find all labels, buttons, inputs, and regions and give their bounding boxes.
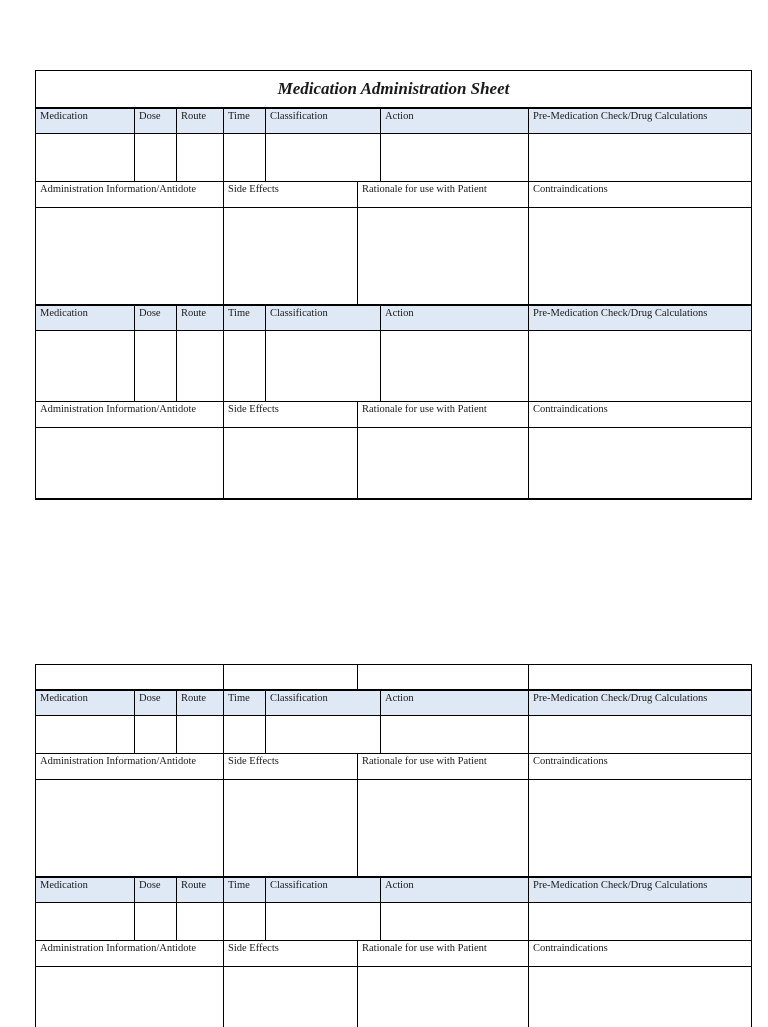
contraindications-field[interactable]: [529, 967, 751, 1027]
rationale-field[interactable]: [358, 208, 529, 304]
classification-label: Classification: [266, 109, 381, 133]
continuation-field[interactable]: [529, 665, 751, 689]
administration-info-field[interactable]: [36, 428, 224, 498]
medication-sheet-page-1: [35, 70, 752, 500]
side-effects-field[interactable]: [224, 967, 358, 1027]
medication-label: Medication: [36, 691, 135, 715]
medication-label: Medication: [36, 109, 135, 133]
medication-entry-row: [36, 331, 751, 402]
pre-medication-check-field[interactable]: [529, 903, 751, 940]
time-field[interactable]: [224, 134, 266, 181]
details-header-row: [36, 182, 751, 208]
route-field[interactable]: [177, 331, 224, 401]
pre-medication-check-label: Pre-Medication Check/Drug Calculations: [533, 308, 708, 319]
classification-label: Classification: [266, 691, 381, 715]
side-effects-field[interactable]: [224, 428, 358, 498]
side-effects-label: Side Effects: [224, 182, 358, 207]
medication-label: Medication: [36, 306, 135, 330]
medication-entry-row: [36, 903, 751, 941]
administration-info-field[interactable]: [36, 208, 224, 304]
time-field[interactable]: [224, 716, 266, 753]
route-field[interactable]: [177, 903, 224, 940]
action-label: Action: [381, 878, 529, 902]
contraindications-field[interactable]: [529, 208, 751, 304]
time-label: Time: [224, 306, 266, 330]
route-field[interactable]: [177, 134, 224, 181]
side-effects-label: Side Effects: [224, 941, 358, 966]
time-field[interactable]: [224, 331, 266, 401]
classification-field[interactable]: [266, 331, 381, 401]
medication-header-row: [36, 304, 751, 331]
contraindications-field[interactable]: [529, 428, 751, 498]
contraindications-label: Contraindications: [533, 184, 608, 195]
administration-info-label: Administration Information/Antidote: [36, 941, 224, 966]
medication-field[interactable]: [36, 716, 135, 753]
contraindications-label: Contraindications: [533, 404, 608, 415]
continuation-row: [36, 665, 751, 689]
details-header-row: [36, 402, 751, 428]
administration-info-field[interactable]: [36, 780, 224, 876]
pre-medication-check-field[interactable]: [529, 134, 751, 181]
pre-medication-check-label: Pre-Medication Check/Drug Calculations: [533, 693, 708, 704]
classification-field[interactable]: [266, 716, 381, 753]
time-field[interactable]: [224, 903, 266, 940]
time-label: Time: [224, 878, 266, 902]
action-field[interactable]: [381, 134, 529, 181]
classification-label: Classification: [266, 306, 381, 330]
rationale-field[interactable]: [358, 428, 529, 498]
dose-field[interactable]: [135, 716, 177, 753]
details-header-row: [36, 941, 751, 967]
administration-info-label: Administration Information/Antidote: [36, 402, 224, 427]
action-label: Action: [381, 306, 529, 330]
details-entry-row: [36, 780, 751, 876]
dose-field[interactable]: [135, 331, 177, 401]
continuation-field[interactable]: [224, 665, 358, 689]
dose-field[interactable]: [135, 134, 177, 181]
route-label: Route: [177, 306, 224, 330]
classification-field[interactable]: [266, 903, 381, 940]
side-effects-label: Side Effects: [224, 402, 358, 427]
action-label: Action: [381, 109, 529, 133]
rationale-field[interactable]: [358, 780, 529, 876]
administration-info-field[interactable]: [36, 967, 224, 1027]
continuation-field[interactable]: [36, 665, 224, 689]
rationale-label: Rationale for use with Patient: [358, 402, 529, 427]
details-entry-row: [36, 428, 751, 500]
contraindications-label: Contraindications: [533, 943, 608, 954]
medication-sheet-page-2: [35, 664, 752, 1027]
action-field[interactable]: [381, 716, 529, 753]
dose-label: Dose: [135, 109, 177, 133]
side-effects-field[interactable]: [224, 780, 358, 876]
rationale-label: Rationale for use with Patient: [358, 754, 529, 779]
details-entry-row: [36, 208, 751, 304]
sheet-title: Medication Administration Sheet: [277, 79, 510, 98]
contraindications-field[interactable]: [529, 780, 751, 876]
administration-info-label: Administration Information/Antidote: [36, 754, 224, 779]
dose-label: Dose: [135, 878, 177, 902]
classification-field[interactable]: [266, 134, 381, 181]
dose-field[interactable]: [135, 903, 177, 940]
route-label: Route: [177, 109, 224, 133]
side-effects-field[interactable]: [224, 208, 358, 304]
pre-medication-check-field[interactable]: [529, 716, 751, 753]
administration-info-label: Administration Information/Antidote: [36, 182, 224, 207]
medication-label: Medication: [36, 878, 135, 902]
medication-header-row: [36, 107, 751, 134]
action-label: Action: [381, 691, 529, 715]
action-field[interactable]: [381, 331, 529, 401]
action-field[interactable]: [381, 903, 529, 940]
details-header-row: [36, 754, 751, 780]
medication-header-row: [36, 689, 751, 716]
pre-medication-check-label: Pre-Medication Check/Drug Calculations: [533, 880, 708, 891]
medication-field[interactable]: [36, 134, 135, 181]
time-label: Time: [224, 109, 266, 133]
route-label: Route: [177, 691, 224, 715]
classification-label: Classification: [266, 878, 381, 902]
medication-field[interactable]: [36, 903, 135, 940]
medication-entry-row: [36, 716, 751, 754]
medication-field[interactable]: [36, 331, 135, 401]
continuation-field[interactable]: [358, 665, 529, 689]
rationale-field[interactable]: [358, 967, 529, 1027]
pre-medication-check-label: Pre-Medication Check/Drug Calculations: [533, 111, 708, 122]
route-label: Route: [177, 878, 224, 902]
rationale-label: Rationale for use with Patient: [358, 182, 529, 207]
medication-header-row: [36, 876, 751, 903]
side-effects-label: Side Effects: [224, 754, 358, 779]
dose-label: Dose: [135, 691, 177, 715]
contraindications-label: Contraindications: [533, 756, 608, 767]
pre-medication-check-field[interactable]: [529, 331, 751, 401]
details-entry-row: [36, 967, 751, 1027]
route-field[interactable]: [177, 716, 224, 753]
dose-label: Dose: [135, 306, 177, 330]
time-label: Time: [224, 691, 266, 715]
rationale-label: Rationale for use with Patient: [358, 941, 529, 966]
medication-entry-row: [36, 134, 751, 182]
